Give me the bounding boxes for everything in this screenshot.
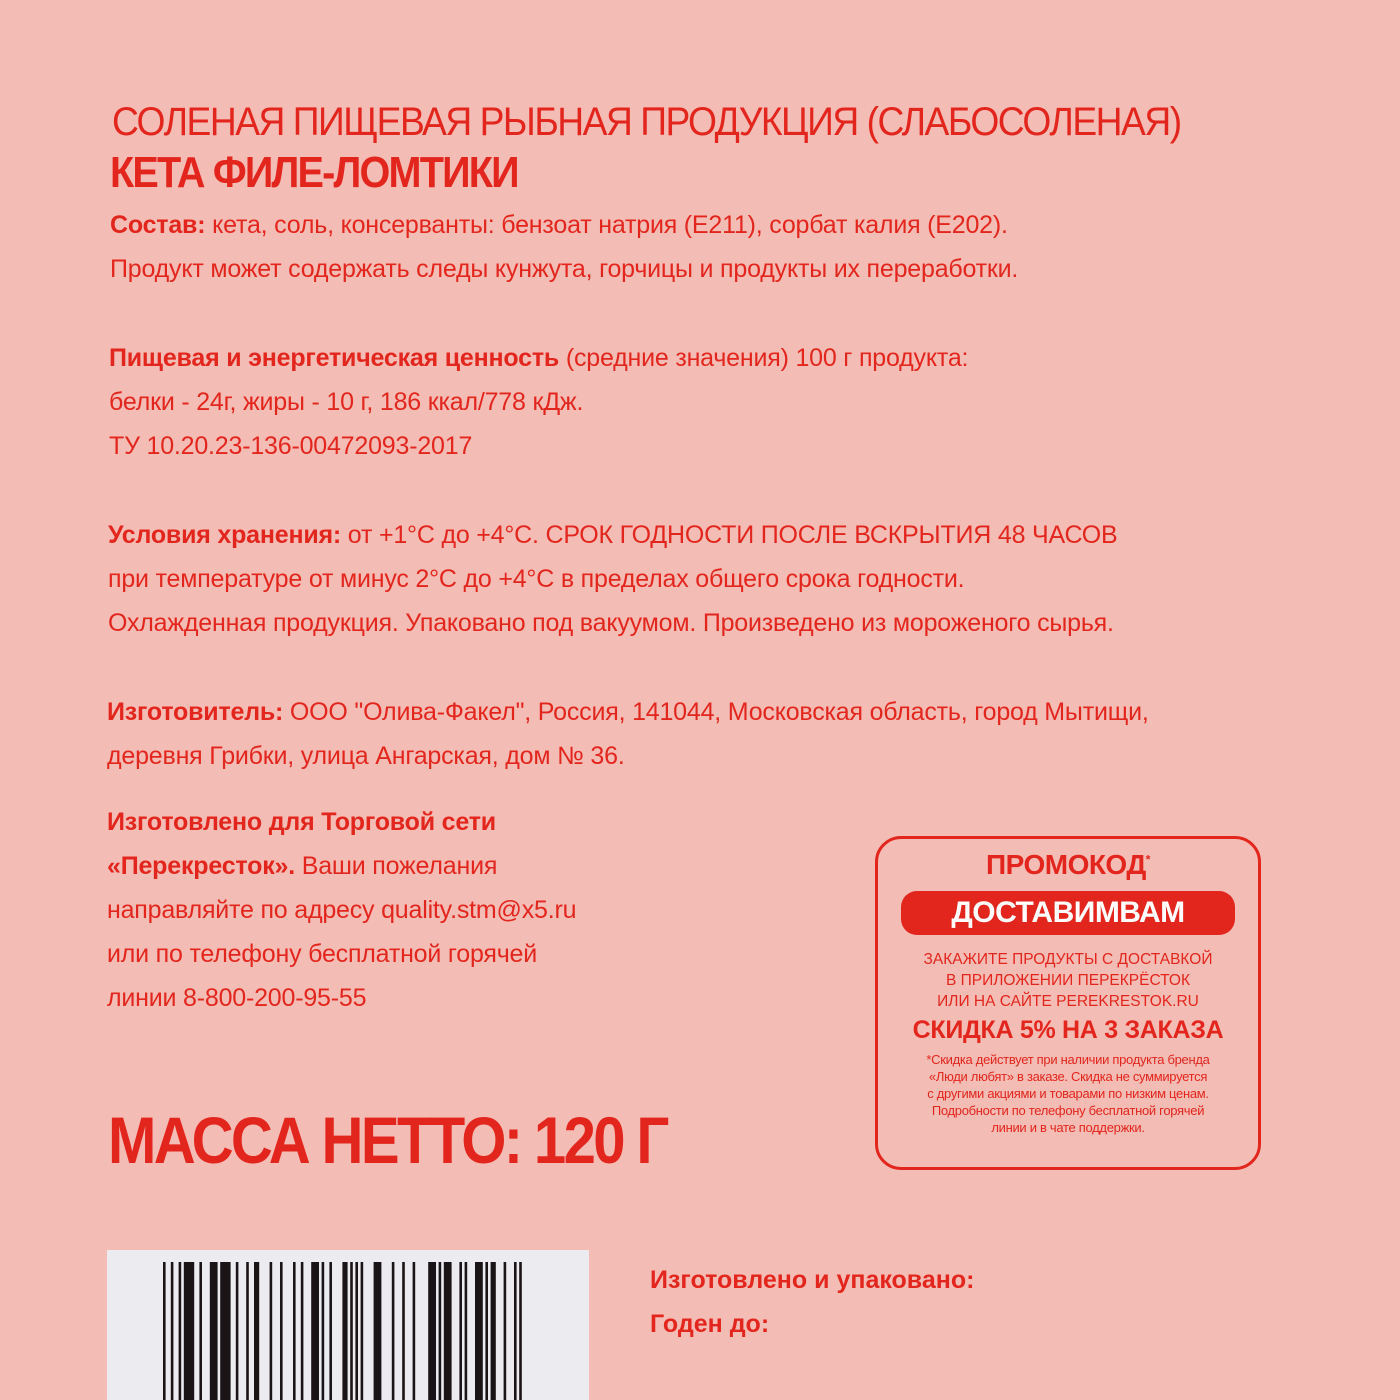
barcode-bar bbox=[428, 1262, 436, 1400]
barcode-bar bbox=[392, 1262, 395, 1400]
barcode-bar bbox=[342, 1262, 347, 1400]
manufacturer bbox=[107, 690, 1149, 778]
promo-title: ПРОМОКОД* bbox=[986, 849, 1150, 880]
storage-line2: при температуре от минус 2°С до +4°С в пределах общего срока годности. bbox=[108, 565, 965, 593]
barcode-bar bbox=[402, 1262, 405, 1400]
manufacturer-text: ООО "Олива-Факел", Россия, 141044, Московская область, город Мытищи, bbox=[283, 698, 1149, 726]
barcode-bar bbox=[220, 1262, 230, 1400]
barcode-bar bbox=[301, 1262, 304, 1400]
barcode-bar bbox=[179, 1262, 182, 1400]
barcode-bar bbox=[350, 1262, 353, 1400]
barcode-bar bbox=[311, 1262, 319, 1400]
barcode-bar bbox=[236, 1262, 239, 1400]
barcode-bar bbox=[361, 1262, 364, 1400]
barcode-bar bbox=[270, 1262, 273, 1400]
barcode-bar bbox=[514, 1262, 517, 1400]
promo-box bbox=[875, 836, 1261, 1170]
composition-text: кета, соль, консерванты: бензоат натрия (Е211), сорбат калия (Е202). bbox=[205, 211, 1008, 239]
storage-line3: Охлажденная продукция. Упаковано под вакуумом. Произведено из мороженого сырья. bbox=[108, 609, 1114, 637]
barcode-bar bbox=[210, 1262, 218, 1400]
barcode-bar bbox=[519, 1262, 522, 1400]
promo-note: *Скидка действует при наличии продукта бренда «Люди любят» в заказе. Скидка не суммируется с другими акциями и товарами по низким ценам. Подробности по телефону бесплатной горячей линии и в чате поддержки. bbox=[926, 1052, 1210, 1135]
promo-info: ЗАКАЖИТЕ ПРОДУКТЫ С ДОСТАВКОЙ В ПРИЛОЖЕНИИ ПЕРЕКРЁСТОК ИЛИ НА САЙТЕ PEREKRESTOK.RU bbox=[923, 951, 1213, 1010]
storage-text: от +1°С до +4°С. СРОК ГОДНОСТИ ПОСЛЕ ВСКРЫТИЯ 48 ЧАСОВ bbox=[341, 521, 1118, 549]
allergens: Продукт может содержать следы кунжута, горчицы и продукты их переработки. bbox=[110, 255, 1019, 283]
barcode-bar bbox=[504, 1262, 507, 1400]
barcode-bar bbox=[439, 1262, 442, 1400]
barcode-bar bbox=[444, 1262, 452, 1400]
net-weight: МАССА НЕТТО: 120 Г bbox=[108, 1103, 667, 1177]
retailer-email: направляйте по адресу quality.stm@x5.ru bbox=[107, 896, 577, 924]
retailer-phone: линии 8-800-200-95-55 bbox=[107, 984, 367, 1012]
barcode-bar bbox=[459, 1262, 462, 1400]
barcode-bar bbox=[184, 1262, 194, 1400]
promo-discount: СКИДКА 5% НА 3 ЗАКАЗА bbox=[912, 1016, 1224, 1044]
nutrition-label: Пищевая и энергетическая ценность bbox=[109, 344, 560, 372]
standard: ТУ 10.20.23-136-00472093-2017 bbox=[109, 432, 473, 460]
storage bbox=[108, 513, 1117, 645]
product-name: КЕТА ФИЛЕ-ЛОМТИКИ bbox=[110, 148, 518, 197]
barcode-bar bbox=[413, 1262, 416, 1400]
barcode-bar bbox=[280, 1262, 283, 1400]
nutrition-text: (средние значения) 100 г продукта: bbox=[559, 344, 969, 372]
barcode bbox=[107, 1250, 589, 1400]
barcode-bar bbox=[254, 1262, 259, 1400]
barcode-bar bbox=[355, 1262, 358, 1400]
retailer-brand: «Перекресток». bbox=[107, 852, 295, 880]
barcode-bar bbox=[199, 1262, 202, 1400]
retailer-line4: или по телефону бесплатной горячей bbox=[107, 940, 538, 968]
barcode-bar bbox=[465, 1262, 468, 1400]
expiry-date-label: Годен до: bbox=[650, 1310, 770, 1338]
barcode-bar bbox=[374, 1262, 382, 1400]
storage-label: Условия хранения: bbox=[108, 521, 342, 549]
manufacturer-line2: деревня Грибки, улица Ангарская, дом № 36. bbox=[107, 742, 625, 770]
promo-code: ДОСТАВИМВАМ bbox=[901, 891, 1235, 935]
barcode-bar bbox=[171, 1262, 174, 1400]
retailer-line2: Ваши пожелания bbox=[294, 852, 498, 880]
composition bbox=[110, 203, 1018, 291]
barcode-bar bbox=[163, 1262, 166, 1400]
nutrition-values: белки - 24г, жиры - 10 г, 186 ккал/778 кДж. bbox=[109, 388, 584, 416]
nutrition bbox=[109, 336, 968, 468]
manufacturer-label: Изготовитель: bbox=[107, 698, 284, 726]
barcode-bars bbox=[155, 1250, 575, 1400]
barcode-bar bbox=[485, 1262, 488, 1400]
barcode-bar bbox=[329, 1262, 332, 1400]
barcode-bar bbox=[293, 1262, 296, 1400]
barcode-bar bbox=[475, 1262, 483, 1400]
barcode-bar bbox=[491, 1262, 496, 1400]
retailer bbox=[107, 800, 576, 1020]
barcode-bar bbox=[322, 1262, 325, 1400]
production-date-label: Изготовлено и упаковано: bbox=[650, 1266, 975, 1294]
barcode-bar bbox=[246, 1262, 249, 1400]
composition-label: Состав: bbox=[110, 211, 206, 239]
retailer-line1: Изготовлено для Торговой сети bbox=[107, 808, 496, 836]
product-category: СОЛЕНАЯ ПИЩЕВАЯ РЫБНАЯ ПРОДУКЦИЯ (СЛАБОСОЛЕНАЯ) bbox=[112, 100, 1181, 144]
